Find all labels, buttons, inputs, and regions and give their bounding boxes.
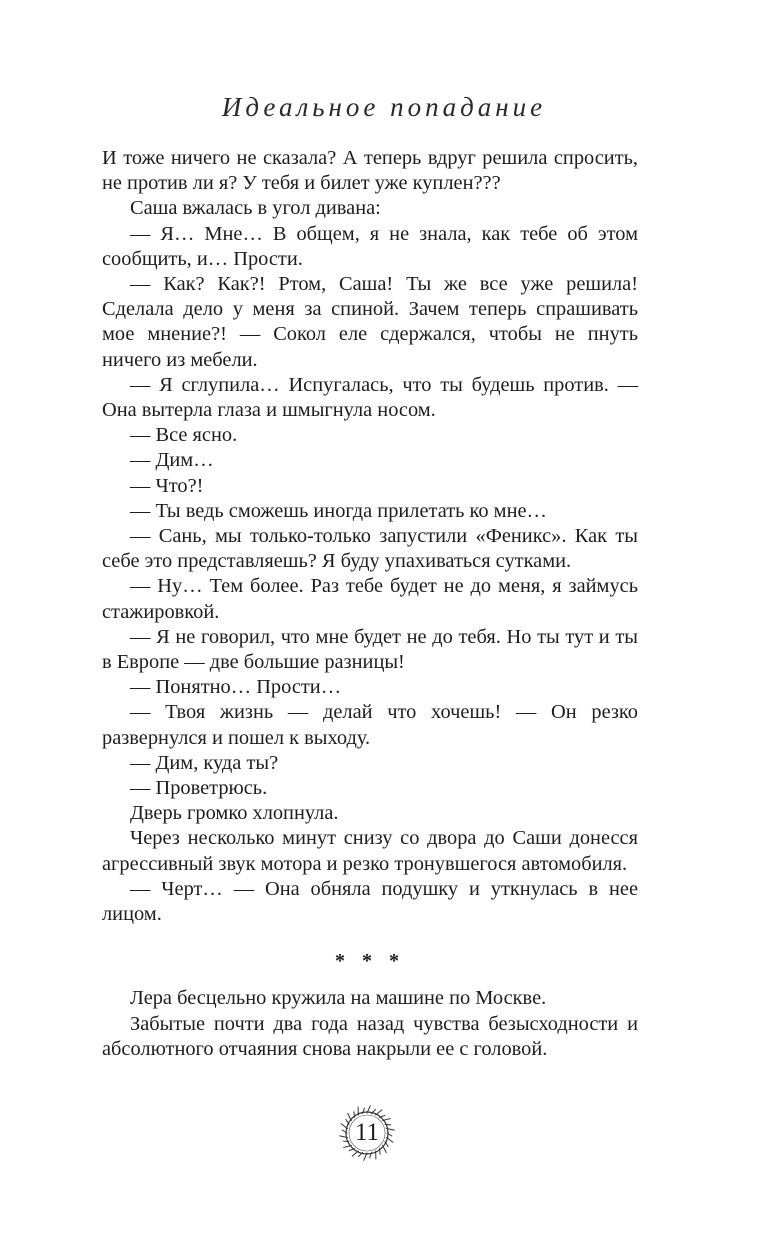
text-before-break: [102, 146, 638, 927]
paragraph: — Я… Мне… В общем, я не знала, как тебе об этом сообщить, и… Прости.: [102, 222, 638, 270]
paragraph: — Ты ведь сможешь иногда прилетать ко мне…: [130, 499, 547, 522]
text-after-break: [102, 986, 638, 1062]
paragraph: Забытые почти два года назад чувства безысходности и абсолютного отчаяния снова накрыли ее с головой.: [102, 1012, 638, 1060]
paragraph: — Я сглупила… Испугалась, что ты будешь против. — Она вытерла глаза и шмыгнула носом.: [102, 373, 638, 422]
paragraph: — Что?!: [130, 474, 204, 497]
paragraph: — Твоя жизнь — делай что хочешь! — Он резко развернулся и пошел к выходу.: [102, 701, 638, 749]
paragraph: Саша вжалась в угол дивана:: [130, 197, 381, 220]
paragraph: Через несколько минут снизу со двора до Саши донесся агрессивный звук мотора и резко тронувшегося автомобиля.: [102, 827, 638, 875]
paragraph: Дверь громко хлопнула.: [130, 802, 339, 825]
paragraph: — Я не говорил, что мне будет не до тебя. Но ты тут и ты в Европе — две большие разницы!: [102, 625, 638, 674]
paragraph: И тоже ничего не сказала? А теперь вдруг решила спросить, не против ли я? У тебя и билет уже куплен???: [102, 147, 638, 195]
paragraph: — Черт… — Она обняла подушку и уткнулась в нее лицом.: [102, 877, 638, 926]
running-head-title: Идеальное попадание: [221, 92, 547, 122]
paragraph: — Понятно… Прости…: [130, 676, 342, 699]
paragraph: — Ну… Тем более. Раз тебе будет не до меня, я займусь стажировкой.: [102, 575, 638, 623]
page-number-block: [338, 1104, 396, 1162]
paragraph: — Все ясно.: [130, 424, 238, 447]
paragraph: — Дим, куда ты?: [130, 751, 279, 774]
paragraph: — Проветрюсь.: [130, 777, 268, 800]
paragraph: Лера бесцельно кружила на машине по Москве.: [130, 987, 547, 1010]
paragraph: — Дим…: [130, 449, 214, 472]
paragraph: — Сань, мы только-только запустили «Феникс». Как ты себе это представляешь? Я буду упахиваться сутками.: [102, 525, 638, 573]
page-number: 11: [354, 1119, 380, 1146]
main-text: [102, 146, 638, 1062]
scene-break: * * *: [335, 950, 405, 973]
paragraph: — Как? Как?! Ртом, Саша! Ты же все уже решила! Сделала дело у меня за спиной. Зачем теперь спрашивать мое мнение?! — Сокол еле сдержался, чтобы не пнуть ничего из мебели.: [102, 273, 638, 371]
